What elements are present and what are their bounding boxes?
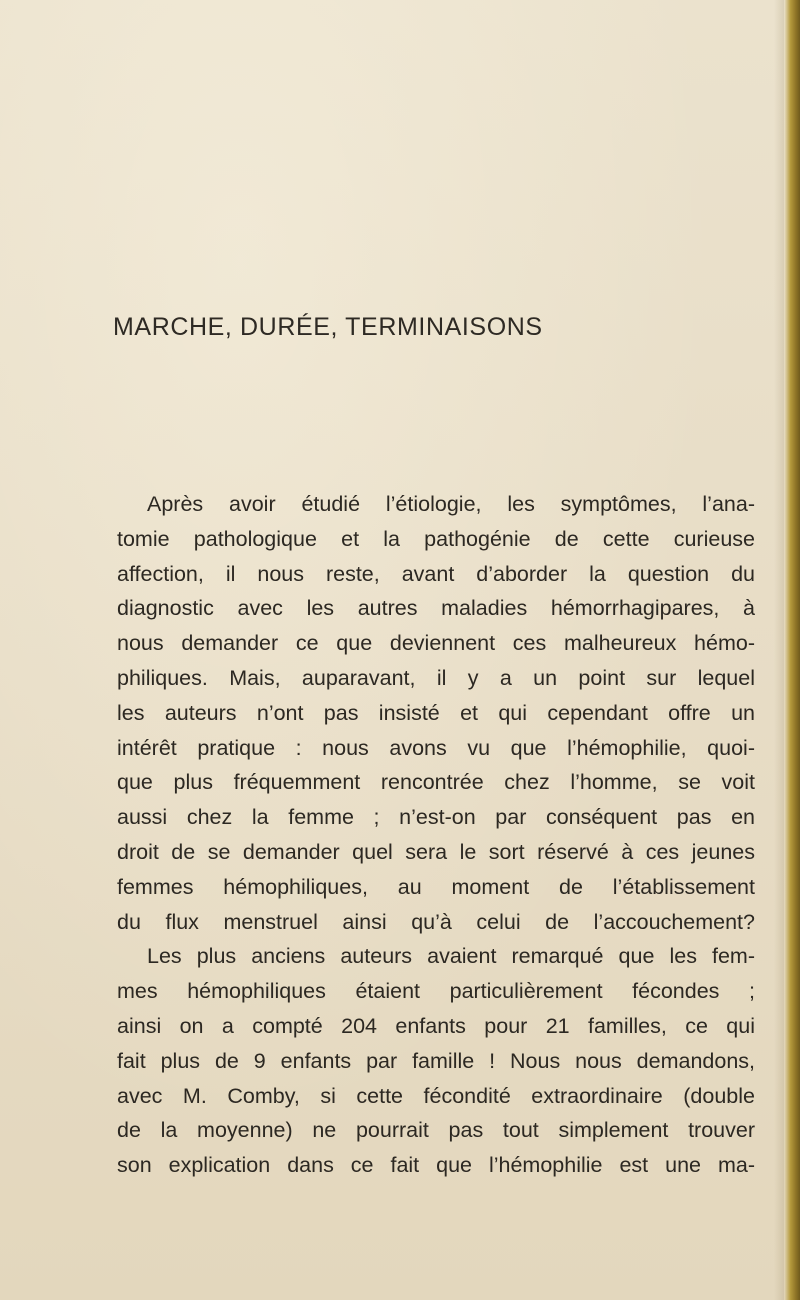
page-edge-binding (784, 0, 800, 1300)
text-line: de la moyenne) ne pourrait pas tout simplement trouver (117, 1118, 755, 1143)
text-line: son explication dans ce fait que l’hémophilie est une ma- (117, 1153, 755, 1178)
text-line: Les plus anciens auteurs avaient remarqué que les fem- (147, 944, 755, 969)
text-line: tomie pathologique et la pathogénie de cette curieuse (117, 526, 755, 551)
text-line: mes hémophiliques étaient particulièrement fécondes ; (117, 979, 755, 1004)
page-edge-shadow (774, 0, 784, 1300)
text-line: avec M. Comby, si cette fécondité extraordinaire (double (117, 1083, 755, 1108)
text-line: les auteurs n’ont pas insisté et qui cependant offre un (117, 700, 755, 725)
text-line: droit de se demander quel sera le sort réservé à ces jeunes (117, 839, 755, 864)
text-line: que plus fréquemment rencontrée chez l’homme, se voit (117, 770, 755, 795)
text-line: du flux menstruel ainsi qu’à celui de l’accouchement? (117, 909, 755, 934)
text-line: aussi chez la femme ; n’est-on par conséquent pas en (117, 805, 755, 830)
text-line: intérêt pratique : nous avons vu que l’hémophilie, quoi- (117, 735, 755, 760)
chapter-title: MARCHE, DURÉE, TERMINAISONS (113, 313, 543, 341)
text-line: fait plus de 9 enfants par famille ! Nous nous demandons, (117, 1048, 755, 1073)
text-line: nous demander ce que deviennent ces malheureux hémo- (117, 631, 755, 656)
text-line: Après avoir étudié l’étiologie, les symptômes, l’ana- (147, 492, 755, 516)
text-line: femmes hémophiliques, au moment de l’établissement (117, 874, 755, 899)
text-line: philiques. Mais, auparavant, il y a un point sur lequel (117, 665, 755, 690)
text-line: affection, il nous reste, avant d’aborder la question du (117, 561, 755, 586)
body-text (117, 487, 755, 1183)
text-line: diagnostic avec les autres maladies hémorrhagipares, à (117, 596, 755, 621)
text-line: ainsi on a compté 204 enfants pour 21 familles, ce qui (117, 1013, 755, 1038)
